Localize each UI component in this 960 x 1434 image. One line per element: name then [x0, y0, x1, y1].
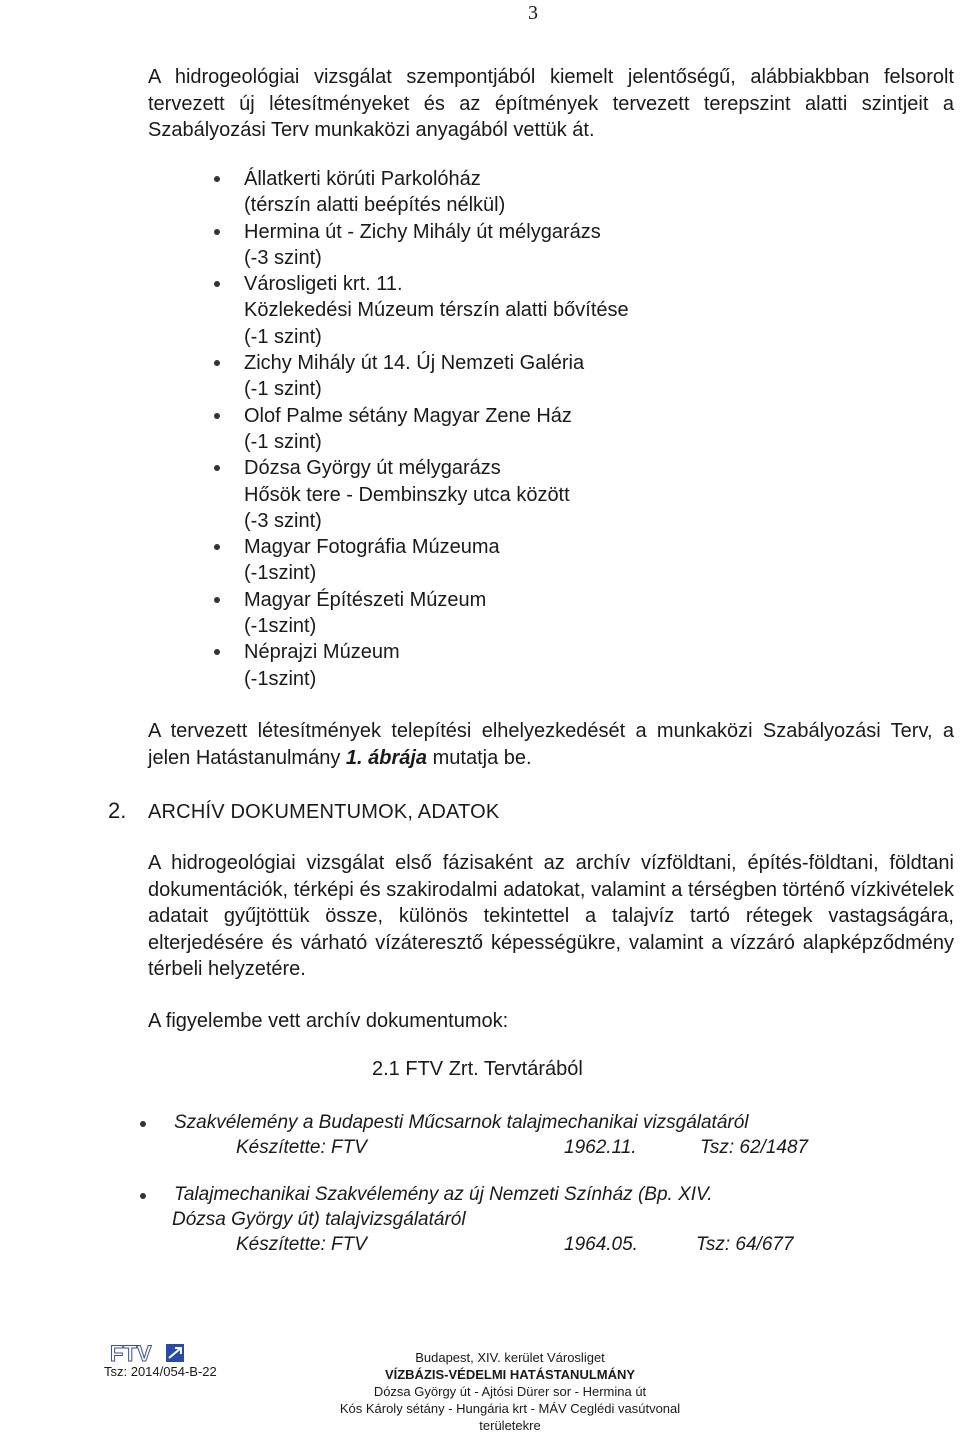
footer-project-number: Tsz: 2014/054-B-22: [104, 1364, 217, 1379]
document-date: 1964.05.: [564, 1234, 638, 1255]
documents-intro: A figyelembe vett archív dokumentumok:: [148, 1010, 509, 1032]
footer-study-title: VÍZBÁZIS-VÉDELMI HATÁSTANULMÁNY: [384, 1367, 636, 1382]
footer-area-line3: területekre: [479, 1418, 541, 1433]
document-date: 1962.11.: [564, 1137, 637, 1158]
document-title-continued: Dózsa György út) talajvizsgálatáról: [172, 1209, 466, 1230]
document-title: Talajmechanikai Szakvélemény az új Nemzeti Színház (Bp. XIV.: [174, 1184, 713, 1205]
list-item: Dózsa György út mélygarázs Hősök tere - Dembinszky utca között (-3 szint): [214, 455, 629, 534]
list-item: Állatkerti körúti Parkolóház (térszín alatti beépítés nélkül): [214, 166, 629, 219]
intro-paragraph: A hidrogeológiai vizsgálat szempontjából kiemelt jelentőségű, alábbiakbban felsorolt tervezett új létesítményeket és az építmények tervezett terepszint alatti szintjeit a Szabályozási Terv munkaközi anyagából vettük át.: [148, 66, 954, 141]
list-item: Magyar Építészeti Múzeum (-1szint): [214, 587, 629, 640]
section-number: 2.: [108, 798, 127, 823]
document-author: Készítette: FTV: [236, 1234, 367, 1255]
document-tsz: Tsz: 62/1487: [700, 1137, 809, 1158]
list-item: Városligeti krt. 11. Közlekedési Múzeum térszín alatti bővítése (-1 szint): [214, 271, 629, 350]
figure-reference: 1. ábrája: [345, 746, 428, 769]
footer-area-line2: Kós Károly sétány - Hungária krt - MÁV Ceglédi vasútvonal: [339, 1401, 681, 1416]
document-tsz: Tsz: 64/677: [696, 1234, 794, 1255]
ftv-logo: [110, 1340, 186, 1366]
footer-info: [300, 1349, 720, 1434]
svg-text:FTV: FTV: [110, 1341, 152, 1366]
subsection-number: 2.1: [372, 1058, 400, 1080]
list-item: Magyar Fotográfia Múzeuma (-1szint): [214, 534, 629, 587]
footer-area-line1: Dózsa György út - Ajtósi Dürer sor - Hermina út: [373, 1384, 647, 1399]
subsection-heading: [372, 1058, 583, 1081]
section-paragraph: A hidrogeológiai vizsgálat első fázisaként az archív vízföldtani, építés-földtani, földtani dokumentációk, térképi és szakirodalmi adatokat, valamint a térségben történő vízkivételek adatait gyűjtöttük össze, különös tekintettel a talajvíz tartó rétegek vastagságára, elterjedésére és várható vízáteresztő képességükre, valamint a vízzáró alapképződmény térbeli helyzetére.: [148, 852, 954, 980]
list-item: Néprajzi Múzeum (-1szint): [214, 639, 629, 692]
subsection-title: FTV Zrt. Tervtárából: [405, 1058, 583, 1080]
footer-location: Budapest, XIV. kerület Városliget: [415, 1350, 605, 1365]
facility-list: [214, 166, 629, 692]
location-paragraph: A tervezett létesítmények telepítési elhelyezkedését a munkaközi Szabályozási Terv, a jelen Hatástanulmány 1. ábrája mutatja be.: [148, 720, 954, 769]
document-title: Szakvélemény a Budapesti Műcsarnok talajmechanikai vizsgálatáról: [174, 1112, 749, 1133]
list-item: Zichy Mihály út 14. Új Nemzeti Galéria (-1 szint): [214, 350, 629, 403]
section-title: ARCHÍV DOKUMENTUMOK, ADATOK: [148, 801, 500, 823]
list-item: Olof Palme sétány Magyar Zene Ház (-1 szint): [214, 403, 629, 456]
document-author: Készítette: FTV: [236, 1137, 367, 1158]
section-heading: [108, 798, 499, 824]
list-item: Hermina út - Zichy Mihály út mélygarázs (-3 szint): [214, 219, 629, 272]
page-number: 3: [528, 2, 538, 24]
